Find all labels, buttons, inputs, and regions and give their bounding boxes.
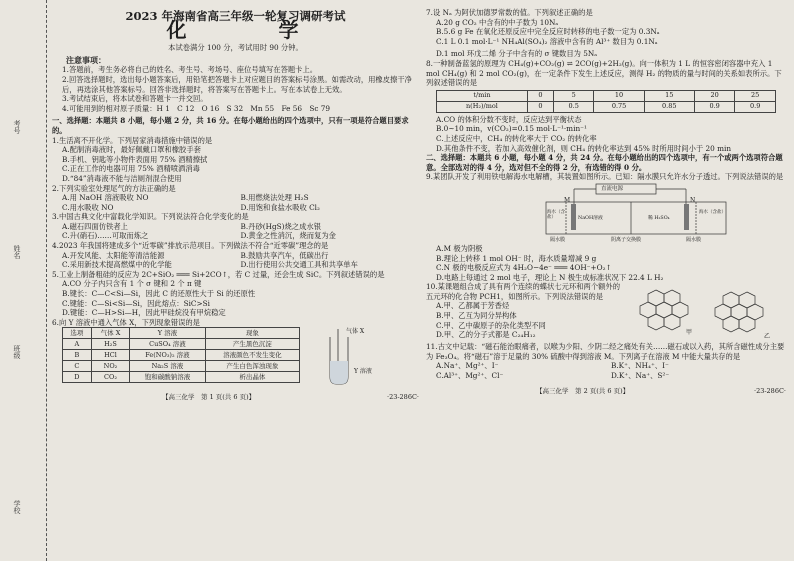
- q6-col-solution: Y 溶液: [130, 328, 206, 339]
- q1-option-b: B.手机、钥匙等小物件表面用 75% 酒精擦拭: [62, 154, 208, 164]
- table-cell: 0.75: [594, 101, 644, 112]
- q5-option-d: D.键能：C—H>Si—H，因此甲硅烷没有甲烷稳定: [62, 308, 226, 318]
- table-cell: t/min: [437, 90, 528, 101]
- question-3: 3.中国古典文化中富载化学知识。下列说法符合化学变化的是: [52, 212, 249, 222]
- q1-option-d: D.“84”消毒液不能与洁厕剂混合使用: [62, 173, 182, 183]
- table-cell: 0: [527, 90, 553, 101]
- q4-option-b: B.鼓励共享汽车，低碳出行: [240, 250, 329, 260]
- q8-table: [436, 90, 776, 113]
- q7-option-c: C.1 L 0.1 mol·L⁻¹ NH₄Al(SO₄)₂ 溶液中含有的 Al³⁺ 数目为 0.1Nₐ: [436, 36, 658, 46]
- table-row: [63, 350, 300, 361]
- table-cell: 溶液颜色不发生变化: [205, 350, 299, 361]
- q9-option-a: A.M 极为阴极: [436, 243, 483, 253]
- q9-option-d: D.电路上每通过 2 mol 电子，理论上 N 极生成标准状况下 22.4 L H₂: [436, 272, 664, 282]
- table-cell: HCl: [91, 350, 129, 361]
- binding-label-school: 学校: [13, 500, 21, 514]
- question-4: 4.2023 年我国将建成多个“近零碳”排放示范项目。下列做法不符合“近零碳”理念的是: [52, 241, 329, 251]
- table-cell: 产生黑色沉淀: [205, 339, 299, 350]
- structure-label-jia: 甲: [686, 329, 693, 337]
- q8-option-c: C.上述反应中，CH₄ 的转化率大于 CO₂ 的转化率: [436, 133, 597, 143]
- question-8: 8.一种制备蓝氢的原理为 CH₄(g)+CO₂(g) ⇌ 2CO(g)+2H₂(g)。向一体积为 1 L 的恒容密闭容器中充入 1 mol CH₄(g) 和 2 mol CO₂(g)，在一定条件下发生上述反应，测得 H₂ 的物质的量与时间的关系如表所示。下列叙述错误的是: [426, 58, 782, 88]
- table-cell: Fe(NO₃)₂ 溶液: [130, 350, 206, 361]
- q9-electrolysis-figure: [536, 182, 736, 244]
- question-6: 6.向 Y 溶液中通入气体 X，下列现象错误的是: [52, 317, 200, 327]
- table-cell: n(H₂)/mol: [437, 101, 528, 112]
- membrane-right-label: 隔水膜: [686, 236, 702, 243]
- h2so4-label: 稀 H₂SO₄: [648, 215, 670, 221]
- q8-option-b: B.0~10 min，v(CO₂)=0.15 mol·L⁻¹·min⁻¹: [436, 124, 587, 134]
- question-10: 10.某课题组合成了具有两个连续的蝶状七元环和两个额外的五元环的化合物 PCH1，如图所示。下列说法错误的是: [426, 282, 621, 301]
- table-cell: 0: [527, 101, 553, 112]
- question-9: 9.某团队开发了利用铁电解海水电解槽，其装置如图所示。已知：隔水膜只允许水分子透过。下列说法错误的是: [426, 172, 784, 182]
- exam-title: 2023 年海南省高三年级一轮复习调研考试: [125, 9, 346, 23]
- table-cell: 产生白色浑浊现象: [205, 361, 299, 372]
- seawater-right-label: 海水（含盐）: [699, 209, 726, 215]
- membrane-left-label: 隔水膜: [550, 236, 566, 243]
- q6-col-gas: 气体 X: [91, 328, 129, 339]
- binding-margin: [0, 0, 47, 561]
- q1-option-a: A.配制消毒液时，最好佩戴口罩和橡胶手套: [62, 145, 201, 155]
- q6-solution-label: Y 溶液: [354, 368, 372, 376]
- table-cell: D: [63, 372, 92, 383]
- table-cell: NO₂: [91, 361, 129, 372]
- table-cell: H₂S: [91, 339, 129, 350]
- notice-4: 4.可能用到的相对原子质量：H 1 C 12 O 16 S 32 Mn 55 Fe 56 Sc 79: [62, 103, 331, 113]
- section-1-heading: 一、选择题：本题共 8 小题，每小题 2 分，共 16 分。在每小题给出的四个选项中，只有一项是符合题目要求的。: [52, 116, 409, 135]
- q4-option-a: A.开发风能、太阳能等清洁能源: [62, 250, 165, 260]
- table-cell: 0.9: [735, 101, 776, 112]
- q5-option-b: B.键长：C—C<Si—Si，因此 C 的还原性大于 Si 的还原性: [62, 289, 256, 299]
- page-right: [426, 8, 786, 396]
- q10-option-b: B.甲、乙互为同分异构体: [436, 311, 517, 321]
- q2-option-a: A.用 NaOH 溶液吸收 NO: [62, 193, 149, 203]
- q10-structures: [626, 282, 786, 342]
- q1-option-c: C.正在工作的电器可用 75% 酒精喷洒消毒: [62, 164, 200, 174]
- notice-3: 3.考试结束后，将本试卷和答题卡一并交回。: [62, 94, 208, 104]
- q5-option-c: C.键能：C—Si<Si—Si，因此熔点：SiC>Si: [62, 298, 210, 308]
- q11-option-b: B.K⁺、NH₄⁺、I⁻: [611, 361, 669, 371]
- table-row: [63, 339, 300, 350]
- table-cell: 析出晶体: [205, 372, 299, 383]
- table-cell: C: [63, 361, 92, 372]
- table-cell: 0.5: [553, 101, 594, 112]
- binding-label-name: 姓名: [13, 245, 21, 259]
- footer-right-page: 【高三化学 第 2 页(共 6 页)】: [536, 386, 630, 395]
- table-cell: CuSO₄ 溶液: [130, 339, 206, 350]
- q11-option-c: C.Al³⁺、Mg²⁺、Cl⁻: [436, 371, 504, 381]
- electrode-m-label: M: [564, 196, 571, 204]
- notice-1: 1.答题前，考生务必将自己的姓名、考生号、考场号、座位号填写在答题卡上。: [62, 65, 318, 75]
- q10-option-d: D.甲、乙的分子式都是 C₂₄H₁₂: [436, 330, 536, 340]
- q9-option-b: B.理论上转移 1 mol OH⁻ 时，海水质量增减 9 g: [436, 253, 597, 263]
- q6-col-option: 选项: [63, 328, 92, 339]
- q7-option-a: A.20 g CO₂ 中含有的中子数为 10Nₐ: [436, 17, 559, 27]
- table-row: [437, 101, 776, 112]
- exam-subject: 化 学: [166, 17, 335, 42]
- structure-label-yi: 乙: [764, 333, 771, 341]
- table-row: [63, 372, 300, 383]
- question-5: 5.工业上制备粗硅的反应为 2C+SiO₂ ═══ Si+2CO↑，若 C 过量，还会生成 SiC。下列叙述错误的是: [52, 269, 385, 279]
- q8-option-d: D.其他条件不变，若加入高效催化剂，则 CH₄ 的转化率达到 45% 时所用时间小于 20 min: [436, 143, 732, 153]
- q6-col-phenomenon: 现象: [205, 328, 299, 339]
- exam-info: 本试卷满分 100 分，考试用时 90 分钟。: [168, 43, 303, 53]
- question-2: 2.下列实验室处理尾气的方法正确的是: [52, 183, 176, 193]
- test-tube-figure: [314, 327, 374, 387]
- q9-option-c: C.N 极的电极反应式为 4H₂O−4e⁻ ═══ 4OH⁻+O₂↑: [436, 263, 612, 273]
- table-cell: Na₂S 溶液: [130, 361, 206, 372]
- table-cell: CO₂: [91, 372, 129, 383]
- q6-apparatus: [314, 327, 404, 387]
- q3-option-d: D.黄金之性消沉，烧而复为金: [240, 231, 336, 241]
- section-2-heading: 二、选择题：本题共 6 小题，每小题 4 分，共 24 分。在每小题给出的四个选项中，有一个或两个选项符合题意。全部选对的得 4 分，选对但不全的得 2 分，有选错的得 0 分。: [426, 153, 783, 172]
- question-1: 1.生活离不开化学。下列居家消毒措施中错误的是: [52, 135, 213, 145]
- anion-membrane-label: 阴离子交换膜: [611, 236, 642, 243]
- binding-label-id: 考号: [13, 120, 21, 134]
- q3-option-c: C.升(硝石)……可取而炼之: [62, 231, 149, 241]
- q10-option-a: A.甲、乙都属于芳香烃: [436, 301, 510, 311]
- q4-option-d: D.出行使用公共交通工具和共享单车: [240, 260, 358, 270]
- q8-option-a: A.CO 的体积分数不变时，反应达到平衡状态: [436, 114, 582, 124]
- q2-option-b: B.用燃烧法处理 H₂S: [240, 193, 309, 203]
- footer-right-code: ·23-286C·: [754, 386, 786, 395]
- table-cell: 15: [644, 90, 694, 101]
- table-cell: 25: [735, 90, 776, 101]
- q7-option-b: B.5.6 g Fe 在氧化还原反应中完全反应时转移的电子数一定为 0.3Nₐ: [436, 27, 660, 37]
- page-left: [52, 8, 419, 403]
- q11-option-a: A.Na⁺、Mg²⁺、I⁻: [436, 361, 499, 371]
- molecule-structures-drawing: [626, 282, 786, 342]
- notice-title: 注意事项：: [66, 54, 106, 65]
- table-cell: A: [63, 339, 92, 350]
- q5-option-a: A.CO 分子内只含有 1 个 σ 键和 2 个 π 键: [62, 279, 202, 289]
- binding-label-class: 班级: [13, 345, 21, 359]
- table-cell: 饱和碳酸钠溶液: [130, 372, 206, 383]
- footer-left-code: ·23-286C·: [387, 393, 419, 402]
- q7-option-d: D.1 mol 环戊二烯 分子中含有的 σ 键数目为 5Nₐ: [436, 49, 598, 59]
- q2-option-d: D.用饱和食盐水吸收 Cl₂: [240, 202, 320, 212]
- q3-option-a: A.磁石四面仿铁者上: [62, 221, 128, 231]
- q2-option-c: C.用水吸收 NO: [62, 202, 114, 212]
- naoh-label: NaOH溶液: [578, 215, 603, 221]
- q10-option-c: C.甲、乙中碳原子的杂化类型不同: [436, 320, 546, 330]
- power-supply-label: 直流电源: [601, 185, 624, 192]
- table-cell: 5: [553, 90, 594, 101]
- q6-gas-label: 气体 X: [346, 328, 365, 336]
- table-row: [63, 361, 300, 372]
- question-7: 7.设 Nₐ 为阿伏加德罗常数的值。下列叙述正确的是: [426, 8, 593, 17]
- question-11: 11.古文中记载：“磁石能治眼痛者，以喉为少阳、少阴二经之痛处有关……磁石或以入药，其所含磁性成分主要为 Fe₃O₄。将“磁石”溶于足量的 30% 硫酸中得到溶液 M。下列离子在溶液 M 中能大量共存的是: [426, 342, 785, 361]
- footer-left-page: 【高三化学 第 1 页(共 6 页)】: [162, 393, 256, 402]
- table-cell: 0.85: [644, 101, 694, 112]
- q11-option-d: D.K⁺、Na⁺、S²⁻: [611, 371, 670, 381]
- q6-table: [62, 327, 300, 383]
- q4-option-c: C.采用新技术提高燃煤中的化学能: [62, 260, 172, 270]
- table-cell: 20: [694, 90, 735, 101]
- notice-2: 2.回答选择题时，选出每小题答案后，用铅笔把答题卡上对应题目的答案标号涂黑。如需改动，用橡皮擦干净后，再选涂其他答案标号。回答非选择题时，将答案写在答题卡上。写在本试卷上无效。: [62, 74, 412, 94]
- table-cell: 0.9: [694, 101, 735, 112]
- q3-option-b: B.丹砂(HgS)烧之成水银: [240, 221, 321, 231]
- table-cell: B: [63, 350, 92, 361]
- table-row: [437, 90, 776, 101]
- table-cell: 10: [594, 90, 644, 101]
- electrode-n-label: N: [690, 196, 696, 204]
- seawater-left-label: 海水（含盐）: [547, 209, 565, 220]
